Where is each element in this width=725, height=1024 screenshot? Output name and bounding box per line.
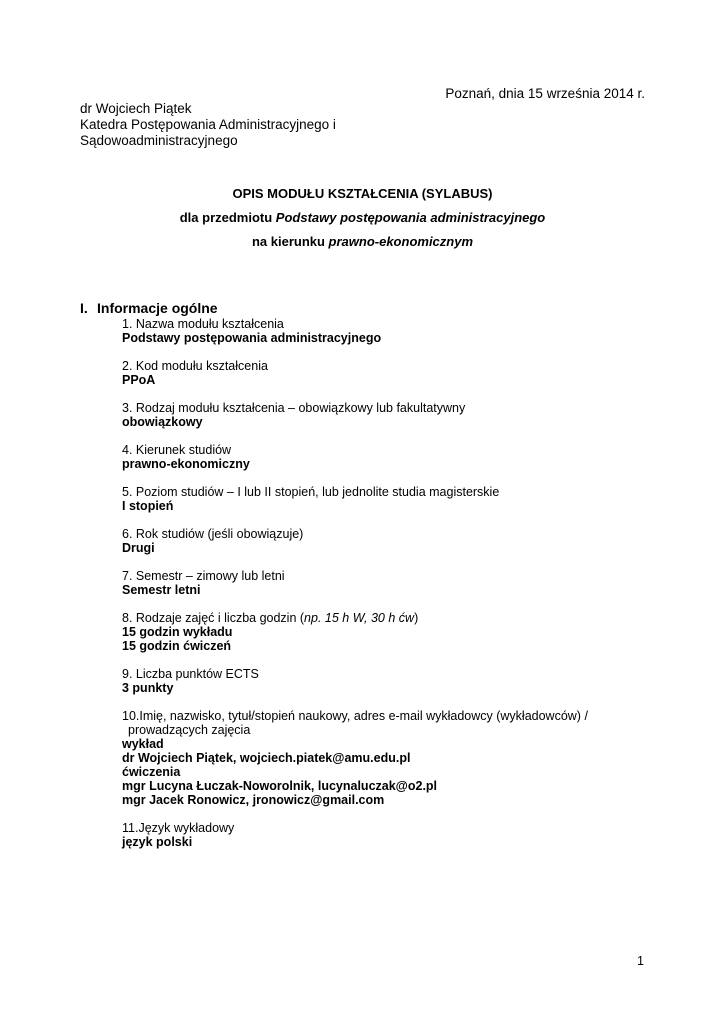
list-item	[122, 443, 588, 471]
author-name: dr Wojciech Piątek	[80, 101, 192, 116]
document-title: OPIS MODUŁU KSZTAŁCENIA (SYLABUS)	[232, 186, 493, 201]
item-value: PPoA	[122, 373, 156, 387]
list-item	[122, 667, 588, 695]
field-line	[0, 234, 725, 249]
item-value: ćwiczenia	[122, 765, 181, 779]
item-label: 6. Rok studiów (jeśli obowiązuje)	[122, 527, 304, 541]
item-label: 2. Kod modułu kształcenia	[122, 359, 268, 373]
page-number: 1	[637, 954, 644, 968]
item-value: mgr Jacek Ronowicz, jronowicz@gmail.com	[122, 793, 385, 807]
item-label	[122, 611, 588, 625]
subject-prefix: dla przedmiotu	[179, 210, 276, 225]
item-value: Podstawy postępowania administracyjnego	[122, 331, 382, 345]
item-value: Drugi	[122, 541, 155, 555]
item-label: 1. Nazwa modułu kształcenia	[122, 317, 284, 331]
list-item	[122, 401, 588, 429]
item-label-prefix: 8. Rodzaje zajęć i liczba godzin (	[122, 611, 305, 625]
item-label: 9. Liczba punktów ECTS	[122, 667, 259, 681]
subject-name: Podstawy postępowania administracyjnego	[275, 210, 546, 225]
item-value: 15 godzin ćwiczeń	[122, 639, 232, 653]
list-item	[122, 359, 588, 387]
subject-line	[0, 210, 725, 225]
list-item	[122, 527, 588, 555]
item-value: obowiązkowy	[122, 415, 203, 429]
item-label: 11.Język wykładowy	[122, 821, 235, 835]
author-department-line1: Katedra Postępowania Administracyjnego i	[80, 117, 336, 132]
item-label: 3. Rodzaj modułu kształcenia – obowiązkowy lub fakultatywny	[122, 401, 466, 415]
item-value: mgr Lucyna Łuczak-Noworolnik, lucynaluczak@o2.pl	[122, 779, 438, 793]
field-prefix: na kierunku	[251, 234, 329, 249]
item-label: 4. Kierunek studiów	[122, 443, 232, 457]
document-date: Poznań, dnia 15 września 2014 r.	[445, 86, 645, 101]
item-value: język polski	[122, 835, 193, 849]
list-item	[122, 709, 588, 807]
list-item	[122, 821, 588, 849]
author-block	[80, 101, 336, 149]
section-title: Informacje ogólne	[97, 300, 218, 316]
item-value: dr Wojciech Piątek, wojciech.piatek@amu.edu.pl	[122, 751, 411, 765]
section-heading	[80, 300, 218, 316]
item-value: 15 godzin wykładu	[122, 625, 233, 639]
list-item	[122, 611, 588, 653]
author-department-line2: Sądowoadministracyjnego	[80, 133, 238, 148]
list-item	[122, 569, 588, 597]
item-label-example: np. 15 h W, 30 h ćw	[304, 611, 415, 625]
item-value: Semestr letni	[122, 583, 201, 597]
list-item	[122, 485, 588, 513]
item-value: I stopień	[122, 499, 174, 513]
item-value: wykład	[122, 737, 164, 751]
item-value: 3 punkty	[122, 681, 174, 695]
field-name: prawno-ekonomicznym	[328, 234, 474, 249]
item-label: 10.Imię, nazwisko, tytuł/stopień naukowy, adres e-mail wykładowcy (wykładowców) /	[122, 709, 588, 723]
info-list	[122, 317, 588, 863]
section-number: I.	[80, 300, 88, 316]
item-label-continued: prowadzących zajęcia	[128, 723, 251, 737]
item-label-suffix: )	[414, 611, 419, 625]
list-item	[122, 317, 588, 345]
item-value: prawno-ekonomiczny	[122, 457, 250, 471]
item-label: 5. Poziom studiów – I lub II stopień, lub jednolite studia magisterskie	[122, 485, 500, 499]
item-label: 7. Semestr – zimowy lub letni	[122, 569, 285, 583]
